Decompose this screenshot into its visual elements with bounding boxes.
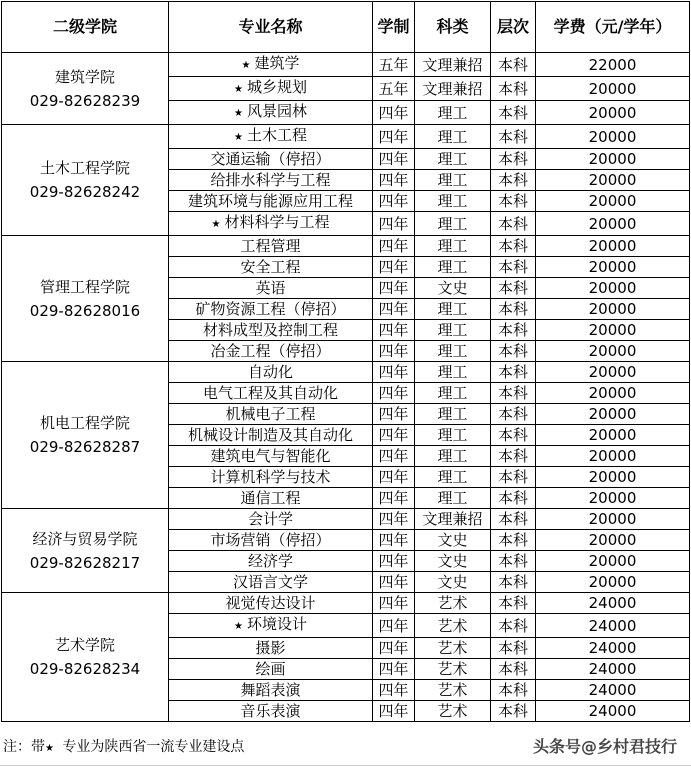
major-name: 自动化 (247, 363, 293, 381)
level-cell: 本科 (491, 125, 536, 149)
fee-cell: 24000 (536, 659, 690, 680)
college-phone: 029-82628016 (29, 301, 141, 320)
college-name: 管理工程学院 (39, 277, 130, 296)
years-cell: 四年 (373, 467, 415, 488)
type-cell: 艺术 (415, 614, 491, 638)
type-cell: 艺术 (415, 701, 491, 722)
years-cell: 四年 (373, 278, 415, 299)
fee-cell: 24000 (536, 680, 690, 701)
major-name: 舞蹈表演 (240, 681, 301, 699)
major-name: 摄影 (255, 639, 286, 657)
table-row (2, 593, 690, 614)
fee-cell: 20000 (536, 488, 690, 509)
years-cell: 四年 (373, 446, 415, 467)
column-header: 学制 (373, 2, 415, 53)
fee-cell: 20000 (536, 320, 690, 341)
years-cell: 四年 (373, 488, 415, 509)
major-name: 英语 (255, 279, 286, 297)
years-cell: 四年 (373, 638, 415, 659)
college-name: 土木工程学院 (39, 159, 130, 177)
level-cell: 本科 (491, 341, 536, 362)
fee-cell: 20000 (536, 257, 690, 278)
major-name: 材料成型及控制工程 (202, 321, 338, 339)
major-name: 电气工程及其自动化 (202, 384, 338, 402)
type-cell: 理工 (415, 341, 491, 362)
majors-table (1, 1, 690, 722)
major-name: 会计学 (247, 510, 293, 528)
type-cell: 理工 (415, 488, 491, 509)
college-phone: 029-82628287 (29, 438, 141, 456)
major-name-cell (169, 299, 373, 320)
fee-cell: 20000 (536, 530, 690, 551)
years-cell: 四年 (373, 101, 415, 125)
type-cell: 文理兼招 (415, 53, 491, 77)
years-cell: 四年 (373, 551, 415, 572)
type-cell: 理工 (415, 125, 491, 149)
level-cell: 本科 (491, 101, 536, 125)
level-cell: 本科 (491, 551, 536, 572)
level-cell: 本科 (491, 212, 536, 236)
college-phone: 029-82628217 (29, 553, 141, 572)
college-cell (2, 593, 169, 722)
level-cell: 本科 (491, 53, 536, 77)
fee-cell: 20000 (536, 149, 690, 170)
type-cell: 理工 (415, 236, 491, 257)
column-header: 专业名称 (169, 2, 373, 53)
major-name-cell (169, 659, 373, 680)
fee-cell: 24000 (536, 593, 690, 614)
type-cell: 理工 (415, 212, 491, 236)
note-prefix: 注：带 (3, 739, 45, 755)
college-cell (2, 125, 169, 236)
type-cell: 理工 (415, 149, 491, 170)
note-suffix: 专业为陕西省一流专业建设点 (57, 739, 245, 755)
type-cell: 理工 (415, 425, 491, 446)
level-cell: 本科 (491, 191, 536, 212)
fee-cell: 20000 (536, 446, 690, 467)
star-icon: ★ (211, 219, 221, 230)
fee-cell: 20000 (536, 362, 690, 383)
major-name: 建筑电气与智能化 (210, 447, 331, 465)
years-cell: 四年 (373, 659, 415, 680)
level-cell: 本科 (491, 638, 536, 659)
college-phone: 029-82628239 (29, 91, 141, 110)
type-cell: 文史 (415, 530, 491, 551)
type-cell: 艺术 (415, 659, 491, 680)
level-cell: 本科 (491, 77, 536, 101)
fee-cell: 20000 (536, 170, 690, 191)
fee-cell: 20000 (536, 572, 690, 593)
college-cell (2, 236, 169, 362)
major-name: 机械电子工程 (225, 405, 316, 423)
level-cell: 本科 (491, 257, 536, 278)
fee-cell: 24000 (536, 614, 690, 638)
college-phone: 029-82628234 (29, 660, 141, 678)
star-icon: ★ (234, 108, 243, 119)
major-name-cell (169, 320, 373, 341)
fee-cell: 20000 (536, 341, 690, 362)
level-cell: 本科 (491, 572, 536, 593)
level-cell: 本科 (491, 509, 536, 530)
major-name-cell (169, 404, 373, 425)
fee-cell: 24000 (536, 701, 690, 722)
level-cell: 本科 (491, 467, 536, 488)
type-cell: 文理兼招 (415, 509, 491, 530)
major-name: 建筑学 (254, 54, 300, 72)
major-name: 经济学 (247, 552, 293, 570)
major-name-cell (169, 425, 373, 446)
years-cell: 四年 (373, 530, 415, 551)
level-cell: 本科 (491, 614, 536, 638)
level-cell: 本科 (491, 425, 536, 446)
major-name: 汉语言文学 (232, 573, 308, 591)
major-name: 工程管理 (240, 237, 301, 255)
type-cell: 文史 (415, 572, 491, 593)
major-name-cell (169, 125, 373, 149)
years-cell: 四年 (373, 509, 415, 530)
level-cell: 本科 (491, 383, 536, 404)
level-cell: 本科 (491, 659, 536, 680)
major-name: 市场营销（停招） (210, 531, 331, 549)
column-header: 学费（元/学年） (536, 2, 690, 53)
table-row (2, 509, 690, 530)
fee-cell: 20000 (536, 467, 690, 488)
level-cell: 本科 (491, 593, 536, 614)
major-name-cell (169, 530, 373, 551)
column-header: 层次 (491, 2, 536, 53)
level-cell: 本科 (491, 299, 536, 320)
college-name: 艺术学院 (54, 636, 115, 654)
major-name: 机械设计制造及其自动化 (187, 426, 353, 444)
type-cell: 理工 (415, 404, 491, 425)
fee-cell: 20000 (536, 425, 690, 446)
major-name-cell (169, 257, 373, 278)
major-name: 视觉传达设计 (225, 594, 316, 612)
level-cell: 本科 (491, 404, 536, 425)
type-cell: 理工 (415, 467, 491, 488)
level-cell: 本科 (491, 362, 536, 383)
divider (0, 765, 691, 766)
major-name: 给排水科学与工程 (210, 171, 331, 189)
years-cell: 四年 (373, 701, 415, 722)
level-cell: 本科 (491, 446, 536, 467)
years-cell: 四年 (373, 425, 415, 446)
years-cell: 四年 (373, 404, 415, 425)
type-cell: 理工 (415, 191, 491, 212)
level-cell: 本科 (491, 278, 536, 299)
star-icon: ★ (234, 621, 243, 632)
years-cell: 四年 (373, 257, 415, 278)
major-name-cell (169, 341, 373, 362)
major-name-cell (169, 236, 373, 257)
type-cell: 理工 (415, 362, 491, 383)
years-cell: 四年 (373, 299, 415, 320)
watermark: 头条号@乡村君技行 (532, 737, 677, 756)
type-cell: 理工 (415, 299, 491, 320)
major-name-cell (169, 593, 373, 614)
table-row (2, 53, 690, 77)
major-name-cell (169, 170, 373, 191)
type-cell: 艺术 (415, 680, 491, 701)
level-cell: 本科 (491, 530, 536, 551)
years-cell: 四年 (373, 362, 415, 383)
major-name: 交通运输（停招） (210, 150, 331, 168)
column-header: 二级学院 (2, 2, 169, 53)
major-name: 矿物资源工程（停招） (195, 300, 346, 318)
fee-cell: 20000 (536, 212, 690, 236)
major-name: 通信工程 (240, 489, 301, 507)
college-phone: 029-82628242 (29, 183, 141, 201)
major-name-cell (169, 701, 373, 722)
college-cell (2, 362, 169, 509)
college-name: 建筑学院 (54, 67, 115, 86)
type-cell: 理工 (415, 170, 491, 191)
level-cell: 本科 (491, 488, 536, 509)
type-cell: 艺术 (415, 638, 491, 659)
years-cell: 四年 (373, 125, 415, 149)
major-name-cell (169, 191, 373, 212)
fee-cell: 20000 (536, 278, 690, 299)
table-row (2, 125, 690, 149)
major-name-cell (169, 362, 373, 383)
years-cell: 四年 (373, 383, 415, 404)
column-header: 科类 (415, 2, 491, 53)
star-icon: ★ (241, 60, 251, 71)
major-name-cell (169, 614, 373, 638)
years-cell: 四年 (373, 236, 415, 257)
years-cell: 五年 (373, 77, 415, 101)
major-name: 冶金工程（停招） (210, 342, 331, 360)
major-name-cell (169, 680, 373, 701)
fee-cell: 20000 (536, 77, 690, 101)
type-cell: 理工 (415, 320, 491, 341)
major-name: 音乐表演 (240, 702, 301, 720)
major-name: 绘画 (255, 660, 286, 678)
major-name-cell (169, 467, 373, 488)
fee-cell: 20000 (536, 383, 690, 404)
type-cell: 文理兼招 (415, 77, 491, 101)
major-name-cell (169, 383, 373, 404)
fee-cell: 20000 (536, 101, 690, 125)
fee-cell: 20000 (536, 551, 690, 572)
level-cell: 本科 (491, 701, 536, 722)
fee-cell: 22000 (536, 53, 690, 77)
footnote (3, 736, 244, 756)
type-cell: 理工 (415, 446, 491, 467)
fee-cell: 20000 (536, 191, 690, 212)
years-cell: 四年 (373, 341, 415, 362)
level-cell: 本科 (491, 320, 536, 341)
type-cell: 文史 (415, 278, 491, 299)
college-name: 机电工程学院 (39, 414, 130, 432)
years-cell: 四年 (373, 320, 415, 341)
table-row (2, 362, 690, 383)
fee-cell: 20000 (536, 509, 690, 530)
level-cell: 本科 (491, 170, 536, 191)
major-name-cell (169, 149, 373, 170)
fee-cell: 20000 (536, 299, 690, 320)
major-name: 环境设计 (246, 615, 307, 633)
years-cell: 四年 (373, 614, 415, 638)
type-cell: 理工 (415, 257, 491, 278)
major-name-cell (169, 446, 373, 467)
years-cell: 四年 (373, 170, 415, 191)
years-cell: 四年 (373, 680, 415, 701)
star-icon: ★ (234, 84, 243, 95)
major-name: 计算机科学与技术 (210, 468, 331, 486)
years-cell: 四年 (373, 191, 415, 212)
college-cell (2, 509, 169, 593)
college-cell (2, 53, 169, 125)
type-cell: 艺术 (415, 593, 491, 614)
years-cell: 五年 (373, 53, 415, 77)
major-name-cell (169, 488, 373, 509)
level-cell: 本科 (491, 149, 536, 170)
major-name-cell (169, 551, 373, 572)
fee-cell: 24000 (536, 638, 690, 659)
major-name-cell (169, 509, 373, 530)
fee-cell: 20000 (536, 404, 690, 425)
major-name-cell (169, 101, 373, 125)
major-name: 风景园林 (246, 102, 307, 120)
years-cell: 四年 (373, 149, 415, 170)
type-cell: 文史 (415, 551, 491, 572)
major-name: 材料科学与工程 (224, 213, 330, 231)
table-row (2, 236, 690, 257)
level-cell: 本科 (491, 236, 536, 257)
fee-cell: 20000 (536, 236, 690, 257)
years-cell: 四年 (373, 212, 415, 236)
major-name-cell (169, 638, 373, 659)
header-row (2, 2, 690, 53)
major-name: 安全工程 (240, 258, 301, 276)
major-name: 城乡规划 (246, 78, 307, 96)
star-icon: ★ (234, 132, 243, 143)
type-cell: 理工 (415, 101, 491, 125)
major-name-cell (169, 212, 373, 236)
major-name-cell (169, 53, 373, 77)
college-name: 经济与贸易学院 (32, 529, 138, 548)
major-name-cell (169, 278, 373, 299)
level-cell: 本科 (491, 680, 536, 701)
major-name-cell (169, 572, 373, 593)
major-name: 土木工程 (246, 126, 307, 144)
years-cell: 四年 (373, 572, 415, 593)
type-cell: 理工 (415, 383, 491, 404)
star-icon: ★ (45, 743, 54, 754)
major-name-cell (169, 77, 373, 101)
fee-cell: 20000 (536, 125, 690, 149)
years-cell: 四年 (373, 593, 415, 614)
major-name: 建筑环境与能源应用工程 (187, 192, 353, 210)
